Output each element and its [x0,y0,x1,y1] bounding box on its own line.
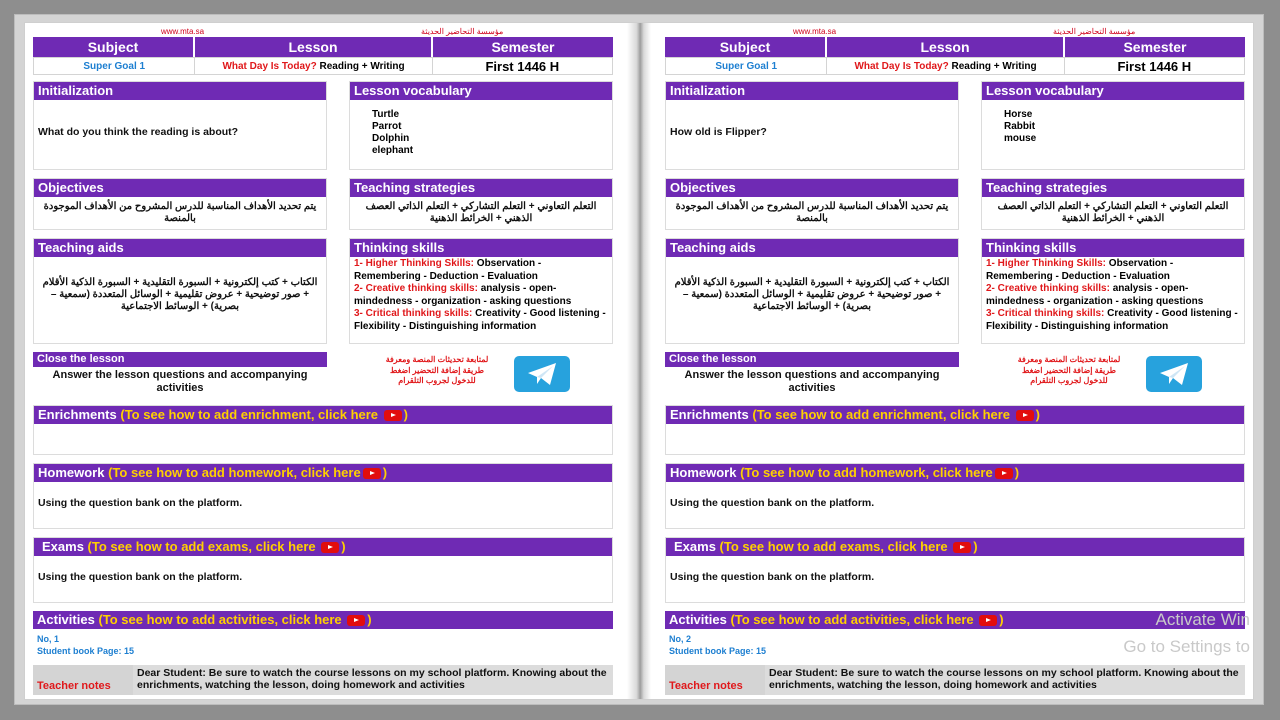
vocabulary-item: Turtle [372,109,400,120]
subject-value: Super Goal 1 [34,58,195,74]
vocabulary-list [350,100,612,157]
initialization-title: Initialization [34,82,326,100]
semester-header: Semester [433,37,613,57]
higher-skills-text: Observation - Remembering - Deduction - Evaluation [986,258,1174,282]
creative-skills-text: analysis - open-mindedness - organization - asking questions [986,283,1204,307]
activity-info [33,629,613,661]
semester-value: First 1446 H [1117,59,1192,74]
activity-number: No, 2 [669,634,692,644]
telegram-button[interactable] [514,356,570,392]
teaching-aids-title: Teaching aids [34,239,326,257]
thinking-skills-text [982,257,1244,334]
enrichments-label: Enrichments [670,407,749,422]
activity-book-page: Student book Page: 15 [669,646,767,656]
activities-title [33,611,613,629]
vocabulary-item: Parrot [372,121,402,132]
vocabulary-box [349,81,613,170]
thinking-skills-title: Thinking skills [982,239,1244,257]
exams-box [33,537,613,603]
exams-link[interactable]: (To see how to add exams, click here ) [719,539,978,554]
close-lesson-title: Close the lesson [33,352,327,367]
homework-text: Using the question bank on the platform. [670,497,875,509]
lesson-value [195,58,432,74]
teacher-notes-label: Teacher notes [37,680,111,692]
exams-text: Using the question bank on the platform. [670,571,875,583]
homework-link-text: (To see how to add homework, click here [108,465,361,480]
creative-skills-text: analysis - open-mindedness - organization - asking questions [354,283,572,307]
lesson-title: What Day Is Today? [222,61,317,72]
lesson-header: Lesson [195,37,433,57]
lesson-plan-page-1 [33,23,613,699]
activities-link-text: (To see how to add activities, click here [98,612,342,627]
teaching-aids-title: Teaching aids [666,239,958,257]
website-link[interactable]: www.mta.sa [161,27,205,36]
enrichments-link[interactable]: (To see how to add enrichment, click here ) [752,407,1040,422]
homework-link[interactable]: (To see how to add homework, click here ) [108,465,388,480]
enrichments-label: Enrichments [38,407,117,422]
activities-link-text: (To see how to add activities, click here [730,612,974,627]
exams-title [34,538,612,556]
enrichments-link[interactable]: (To see how to add enrichment, click here ) [120,407,408,422]
activities-label: Activities [37,612,95,627]
exams-link-text: (To see how to add exams, click here [719,539,948,554]
youtube-icon [347,615,365,626]
youtube-icon [979,615,997,626]
teacher-notes-text: Dear Student: Be sure to watch the course lessons on my school platform. Knowing about the enrichments, watching the lesson, doing homework and activities [133,665,613,695]
telegram-icon [1158,361,1190,387]
vocabulary-item: Horse [1004,109,1033,120]
institution-name: مؤسسة التحاضير الحديثة [421,27,504,36]
teaching-aids-text: الكتاب + كتب إلكترونية + السبورة التقليدية + السبورة الذكية الأقلام + صور توضيحية + عروض تقليمية + الوسائل المتعددة (سمعية – بصرية) + الوسائط الاجتماعية [674,277,950,312]
homework-link[interactable]: (To see how to add homework, click here ) [740,465,1020,480]
page-gutter [627,23,651,699]
close-lesson-box [33,352,327,396]
document-viewer [14,14,1264,705]
homework-text: Using the question bank on the platform. [38,497,243,509]
creative-skills-label: 2- Creative thinking skills: [354,283,478,294]
homework-label: Homework [670,465,737,480]
strategies-title: Teaching strategies [982,179,1244,197]
objectives-box [33,178,327,230]
initialization-text: How old is Flipper? [670,126,767,138]
lesson-skill: Reading + Writing [951,61,1037,72]
objectives-title: Objectives [34,179,326,197]
page-top-line [665,23,1245,37]
telegram-button[interactable] [1146,356,1202,392]
vocabulary-title: Lesson vocabulary [350,82,612,100]
activities-link[interactable]: (To see how to add activities, click here ) [730,612,1004,627]
exams-label: Exams [42,539,84,554]
teacher-notes [665,665,1245,695]
vocabulary-item: mouse [1004,133,1037,144]
lesson-value [827,58,1064,74]
initialization-title: Initialization [666,82,958,100]
homework-box [33,463,613,529]
youtube-icon [995,468,1013,479]
website-link[interactable]: www.mta.sa [793,27,837,36]
telegram-promo-text[interactable]: لمتابعة تحديثات المنصة ومعرفة طريقة إضافة التحضير اضغط للدخول لجروب التلقرام [385,355,489,385]
youtube-icon [321,542,339,553]
critical-skills-text: Creativity - Good listening - Flexibility - Distinguishing information [354,308,606,332]
activation-watermark-line2: Go to Settings to [1123,637,1250,656]
activities-link[interactable]: (To see how to add activities, click here ) [98,612,372,627]
exams-link-text: (To see how to add exams, click here [87,539,316,554]
higher-skills-label: 1- Higher Thinking Skills: [986,258,1107,269]
activities-box [33,611,613,699]
teacher-notes-text: Dear Student: Be sure to watch the course lessons on my school platform. Knowing about the enrichments, watching the lesson, doing homework and activities [765,665,1245,695]
critical-skills-text: Creativity - Good listening - Flexibility - Distinguishing information [986,308,1238,332]
objectives-box [665,178,959,230]
subject-header: Subject [33,37,195,57]
close-lesson-text: Answer the lesson questions and accompanying activities [52,369,308,394]
objectives-text: يتم تحديد الأهداف المناسبة للدرس المشروح من الأهداف الموجودة بالمنصة [43,201,317,224]
objectives-title: Objectives [666,179,958,197]
vocabulary-item: Dolphin [372,133,410,144]
exams-text: Using the question bank on the platform. [38,571,243,583]
strategies-title: Teaching strategies [350,179,612,197]
critical-skills-label: 3- Critical thinking skills: [986,308,1105,319]
strategies-text: التعلم التعاوني + التعلم التشاركي + التعلم الذاتي العصف الذهني + الخرائط الذهنية [365,201,597,224]
enrichments-box [33,405,613,455]
thinking-skills-box [981,238,1245,344]
teaching-aids-box [665,238,959,344]
header-values [665,57,1245,75]
homework-title [666,464,1244,482]
homework-label: Homework [38,465,105,480]
higher-skills-label: 1- Higher Thinking Skills: [354,258,475,269]
youtube-icon [953,542,971,553]
activities-label: Activities [669,612,727,627]
close-lesson-text: Answer the lesson questions and accompanying activities [684,369,940,394]
thinking-skills-text [350,257,612,334]
homework-title [34,464,612,482]
youtube-icon [384,410,402,421]
close-lesson-title: Close the lesson [665,352,959,367]
teacher-notes [33,665,613,695]
higher-skills-text: Observation - Remembering - Deduction - Evaluation [354,258,542,282]
lesson-title: What Day Is Today? [854,61,949,72]
youtube-icon [363,468,381,479]
semester-value: First 1446 H [485,59,560,74]
semester-header: Semester [1065,37,1245,57]
vocabulary-list [982,100,1244,145]
subject-header: Subject [665,37,827,57]
exams-box [665,537,1245,603]
strategies-text: التعلم التعاوني + التعلم التشاركي + التعلم الذاتي العصف الذهني + الخرائط الذهنية [997,201,1229,224]
exams-title [666,538,1244,556]
objectives-text: يتم تحديد الأهداف المناسبة للدرس المشروح من الأهداف الموجودة بالمنصة [675,201,949,224]
youtube-icon [1016,410,1034,421]
teaching-aids-text: الكتاب + كتب إلكترونية + السبورة التقليدية + السبورة الذكية الأقلام + صور توضيحية + عروض تقليمية + الوسائل المتعددة (سمعية – بصرية) + الوسائط الاجتماعية [42,277,318,312]
critical-skills-label: 3- Critical thinking skills: [354,308,473,319]
enrichments-link-text: (To see how to add enrichment, click here [120,407,379,422]
homework-box [665,463,1245,529]
strategies-box [981,178,1245,230]
initialization-box [33,81,327,170]
lesson-plan-page-2 [665,23,1245,699]
telegram-icon [526,361,558,387]
exams-label: Exams [674,539,716,554]
telegram-promo-text[interactable]: لمتابعة تحديثات المنصة ومعرفة طريقة إضافة التحضير اضغط للدخول لجروب التلقرام [1017,355,1121,385]
thinking-skills-box [349,238,613,344]
header-values [33,57,613,75]
initialization-text: What do you think the reading is about? [38,126,239,138]
enrichments-title [34,406,612,424]
homework-link-text: (To see how to add homework, click here [740,465,993,480]
enrichments-box [665,405,1245,455]
vocabulary-title: Lesson vocabulary [982,82,1244,100]
subject-value: Super Goal 1 [666,58,827,74]
teacher-notes-label: Teacher notes [669,680,743,692]
document-spread [25,23,1253,699]
initialization-box [665,81,959,170]
creative-skills-label: 2- Creative thinking skills: [986,283,1110,294]
header-row [33,37,613,57]
vocabulary-item: Rabbit [1004,121,1036,132]
header-row [665,37,1245,57]
vocabulary-box [981,81,1245,170]
activity-number: No, 1 [37,634,60,644]
lesson-skill: Reading + Writing [319,61,405,72]
activity-book-page: Student book Page: 15 [37,646,135,656]
activation-watermark-line1: Activate Win [1155,610,1250,629]
enrichments-title [666,406,1244,424]
thinking-skills-title: Thinking skills [350,239,612,257]
institution-name: مؤسسة التحاضير الحديثة [1053,27,1136,36]
close-lesson-box [665,352,959,396]
page-top-line [33,23,613,37]
teaching-aids-box [33,238,327,344]
enrichments-link-text: (To see how to add enrichment, click here [752,407,1011,422]
exams-link[interactable]: (To see how to add exams, click here ) [87,539,346,554]
lesson-header: Lesson [827,37,1065,57]
strategies-box [349,178,613,230]
vocabulary-item: elephant [372,145,414,156]
